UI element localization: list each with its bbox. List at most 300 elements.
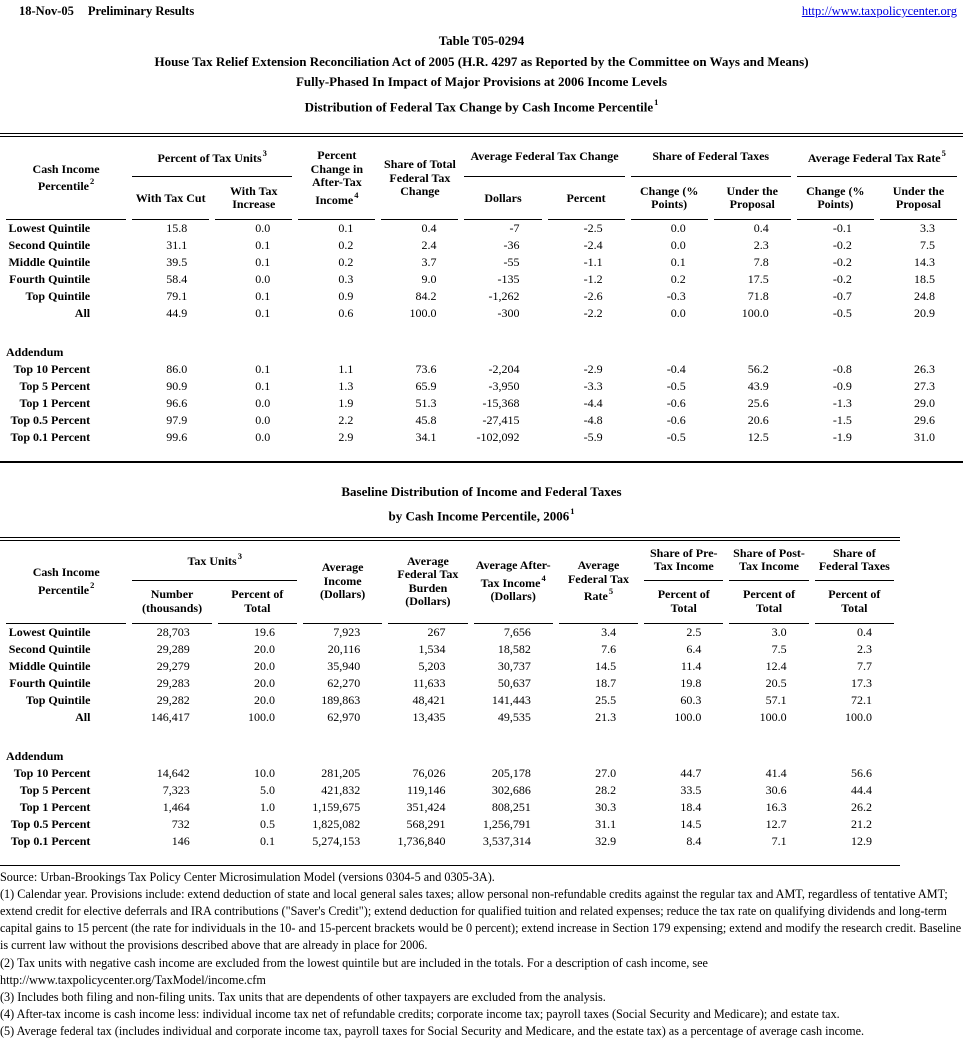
report-date: 18-Nov-05 [19, 4, 74, 18]
cell: 31.1 [166, 238, 188, 253]
cell: 57.1 [765, 692, 787, 707]
cell: 50,637 [497, 675, 531, 690]
cell: 3.4 [601, 624, 617, 639]
row-label: Fourth Quintile [9, 675, 91, 690]
spacer-row [6, 850, 894, 865]
cell: 12.9 [851, 833, 872, 848]
cell: 29,283 [156, 675, 190, 690]
cell: 7.5 [771, 641, 787, 656]
cell: 49,535 [497, 709, 531, 724]
cell: -2.2 [583, 306, 603, 321]
cell: 281,205 [321, 765, 361, 780]
col-group-share-post-tax-income: Share of Post-Tax Income [729, 541, 808, 581]
cell: 76,026 [412, 765, 446, 780]
cell: 0.0 [255, 430, 271, 445]
row-label: Top 1 Percent [19, 799, 91, 814]
cell: 29,289 [156, 641, 190, 656]
table-row [6, 816, 894, 833]
col-header-percent-of-total: Percent of Total [815, 581, 894, 624]
title-impact: Fully-Phased In Impact of Major Provisions at 2006 Income Levels [295, 74, 668, 89]
cell: 7.6 [601, 641, 617, 656]
cell: -3,950 [488, 379, 520, 394]
col-group-average-federal-tax-rate: Average Federal Tax Rate$^5$ [797, 137, 957, 177]
row-label: All [75, 709, 91, 724]
cell: 1,256,791 [482, 816, 531, 831]
col-header-percent-change-after-tax-income: Percent Change in After-Tax Income$^4$ [298, 137, 375, 220]
cell: 11.4 [680, 658, 702, 673]
cell: 0.1 [255, 379, 271, 394]
cell: 21.3 [595, 709, 617, 724]
cell: 44.9 [166, 306, 188, 321]
cell: 51.3 [415, 396, 437, 411]
cell: -15,368 [482, 396, 520, 411]
cell: 1,534 [418, 641, 446, 656]
cell: 9.0 [421, 272, 437, 287]
cell: 18.7 [595, 675, 617, 690]
cell: 14,642 [156, 765, 190, 780]
table-row [6, 624, 894, 641]
col-header-percent-of-total: Percent of Total [644, 581, 723, 624]
cell: 7.7 [857, 658, 872, 673]
cell: 14.5 [595, 658, 617, 673]
table-row [6, 429, 957, 446]
cell: 11,633 [412, 675, 446, 690]
cell: 29.6 [914, 413, 935, 428]
cell: 10.0 [253, 765, 275, 780]
cell: 20.9 [914, 306, 935, 321]
cell: 19.6 [253, 624, 275, 639]
cell: 302,686 [491, 782, 531, 797]
cell: -2.5 [583, 221, 603, 236]
cell: 20.0 [253, 658, 275, 673]
cell: 7.8 [753, 255, 769, 270]
cell: 141,443 [491, 692, 531, 707]
cell: 18,582 [497, 641, 531, 656]
footnote-2: (2) Tax units with negative cash income are excluded from the lowest quintile but are included in the totals. For a description of cash income, see http://www.taxpolicycenter.org/TaxModel/income.cfm [0, 955, 708, 987]
col-header-percent-of-total: Percent of Total [729, 581, 808, 624]
cell: 7,323 [162, 782, 190, 797]
table-number: Table T05-0294 [438, 33, 525, 48]
cell: 205,178 [491, 765, 531, 780]
cell: 29,282 [156, 692, 190, 707]
cell: 100.0 [759, 709, 787, 724]
col-header-dollars: Dollars [464, 177, 541, 220]
cell: 19.8 [680, 675, 702, 690]
cell: 62,970 [327, 709, 361, 724]
cell: -0.5 [666, 379, 686, 394]
cell: 0.2 [338, 238, 354, 253]
cell: 20.6 [747, 413, 769, 428]
cell: 97.9 [166, 413, 188, 428]
cell: -7 [509, 221, 520, 236]
cell: 146,417 [150, 709, 190, 724]
cell: 18.5 [914, 272, 935, 287]
cell: 29,279 [156, 658, 190, 673]
row-label: Top 10 Percent [13, 765, 91, 780]
cell: 0.1 [255, 362, 271, 377]
cell: 29.0 [914, 396, 935, 411]
table-row [6, 361, 957, 378]
cell: -2.9 [583, 362, 603, 377]
cell: 6.4 [686, 641, 702, 656]
cell: 0.1 [255, 238, 271, 253]
title-block [0, 31, 963, 117]
cell: -0.2 [832, 272, 852, 287]
row-label: Middle Quintile [8, 658, 91, 673]
cell: -0.2 [832, 255, 852, 270]
cell: 0.0 [255, 396, 271, 411]
cell: 34.1 [415, 430, 437, 445]
col-header-percent: Percent [548, 177, 625, 220]
table-row [6, 782, 894, 799]
cell: 12.5 [747, 430, 769, 445]
row-label: Top 0.1 Percent [10, 430, 91, 445]
cell: 0.3 [338, 272, 354, 287]
cell: 17.3 [851, 675, 872, 690]
footnote-3: (3) Includes both filing and non-filing units. Tax units that are dependents of other taxpayers are excluded from the analysis. [0, 990, 606, 1005]
col-header-change-points: Change (% Points) [631, 177, 708, 220]
cell: 96.6 [166, 396, 188, 411]
col-group-share-federal-taxes: Share of Federal Taxes [815, 541, 894, 581]
col-header-with-tax-cut: With Tax Cut [132, 177, 209, 220]
footnote-ref: 1 [654, 96, 659, 107]
cell: 2.3 [857, 641, 872, 656]
col-header-percent-of-total: Percent of Total [218, 581, 297, 624]
col-header-change-points: Change (% Points) [797, 177, 874, 220]
cell: 7,656 [503, 624, 531, 639]
cell: 30,737 [497, 658, 531, 673]
cell: 24.8 [914, 289, 935, 304]
table-row [6, 765, 894, 782]
cell: 0.1 [338, 221, 354, 236]
row-label: Top 0.5 Percent [10, 413, 91, 428]
cell: 808,251 [491, 799, 531, 814]
cell: -1,262 [488, 289, 520, 304]
footnotes [0, 869, 963, 1041]
cell: 84.2 [415, 289, 437, 304]
cell: -102,092 [476, 430, 520, 445]
table-row [6, 254, 957, 271]
table-row [6, 641, 894, 658]
taxpolicycenter-link[interactable]: http://www.taxpolicycenter.org [801, 4, 957, 18]
cell: 15.8 [166, 221, 188, 236]
table-row [6, 709, 894, 726]
cell: 71.8 [747, 289, 769, 304]
cell: 100.0 [409, 306, 437, 321]
cell: 12.7 [765, 816, 787, 831]
cell: 0.1 [255, 255, 271, 270]
col-group-tax-units: Tax Units$^3$ [132, 541, 297, 581]
cell: 100.0 [741, 306, 769, 321]
cell: -0.3 [666, 289, 686, 304]
table-row [6, 305, 957, 322]
cell: 12.4 [765, 658, 787, 673]
cell: 99.6 [166, 430, 188, 445]
cell: 44.7 [680, 765, 702, 780]
cell: 100.0 [845, 709, 872, 724]
cell: 90.9 [166, 379, 188, 394]
row-label: Top 1 Percent [19, 396, 91, 411]
col-header-under-proposal: Under the Proposal [880, 177, 957, 220]
cell: 21.2 [851, 816, 872, 831]
cell: 26.3 [914, 362, 935, 377]
addendum-label: Addendum [6, 345, 64, 360]
cell: 0.4 [753, 221, 769, 236]
cell: -55 [503, 255, 520, 270]
cell: 100.0 [674, 709, 702, 724]
cell: 5,203 [418, 658, 446, 673]
row-label: Top 5 Percent [19, 379, 91, 394]
cell: -1.9 [832, 430, 852, 445]
baseline-distribution-table [0, 537, 900, 866]
cell: 65.9 [415, 379, 437, 394]
cell: -3.3 [583, 379, 603, 394]
cell: -0.2 [832, 238, 852, 253]
cell: -4.8 [583, 413, 603, 428]
page-header [0, 0, 963, 19]
col-header-average-federal-tax-rate: Average Federal Tax Rate$^5$ [559, 541, 638, 624]
cell: 73.6 [415, 362, 437, 377]
cell: 0.5 [259, 816, 275, 831]
cell: 44.4 [851, 782, 872, 797]
cell: -36 [503, 238, 520, 253]
footnote-ref: 1 [570, 506, 575, 517]
row-label: Lowest Quintile [8, 221, 91, 236]
cell: -0.1 [832, 221, 852, 236]
cell: 1,825,082 [312, 816, 361, 831]
table-row [6, 675, 894, 692]
cell: 28,703 [156, 624, 190, 639]
cell: 189,863 [321, 692, 361, 707]
cell: 5,274,153 [312, 833, 361, 848]
cell: 35,940 [327, 658, 361, 673]
row-label: Top 5 Percent [19, 782, 91, 797]
table-row [6, 220, 957, 237]
cell: 119,146 [406, 782, 446, 797]
cell: 8.4 [686, 833, 702, 848]
row-label: Top Quintile [25, 692, 91, 707]
cell: 2.9 [338, 430, 354, 445]
cell: 0.1 [670, 255, 686, 270]
row-label: All [74, 306, 91, 321]
title-distribution: Distribution of Federal Tax Change by Cash Income Percentile$^1$ [304, 96, 659, 114]
cell: 33.5 [680, 782, 702, 797]
col-header-average-after-tax-income: Average After-Tax Income$^4$ (Dollars) [474, 541, 553, 624]
cell: 568,291 [406, 816, 446, 831]
cell: 0.0 [255, 413, 271, 428]
cell: 72.1 [851, 692, 872, 707]
cell: 2.3 [753, 238, 769, 253]
cell: 32.9 [595, 833, 617, 848]
cell: -0.8 [832, 362, 852, 377]
cell: 732 [171, 816, 190, 831]
cell: -300 [497, 306, 520, 321]
cell: 0.0 [670, 306, 686, 321]
cell: -0.5 [666, 430, 686, 445]
cell: 79.1 [166, 289, 188, 304]
cell: 60.3 [680, 692, 702, 707]
cell: -0.9 [832, 379, 852, 394]
spacer-row [6, 726, 894, 748]
table-row [6, 833, 894, 850]
tax-change-table [0, 133, 963, 463]
addendum-row [6, 344, 957, 361]
cell: 0.1 [255, 306, 271, 321]
cell: 7.1 [771, 833, 787, 848]
cell: 27.3 [914, 379, 935, 394]
cell: -5.9 [583, 430, 603, 445]
cell: 0.1 [255, 289, 271, 304]
cell: 7.5 [920, 238, 935, 253]
cell: 20.0 [253, 675, 275, 690]
footnote-5: (5) Average federal tax (includes individual and corporate income tax, payroll taxes for Social Security and Medicare, and the estate tax) as a percentage of average cash income. [0, 1024, 865, 1039]
table-row [6, 412, 957, 429]
cell: 421,832 [321, 782, 361, 797]
cell: 1,464 [162, 799, 190, 814]
cell: 13,435 [412, 709, 446, 724]
cell: 56.2 [747, 362, 769, 377]
cell: 1.1 [338, 362, 354, 377]
cell: -27,415 [482, 413, 520, 428]
cell: 25.5 [595, 692, 617, 707]
col-header-average-federal-tax-burden: Average Federal Tax Burden (Dollars) [388, 541, 467, 624]
cell: 25.6 [747, 396, 769, 411]
table-row [6, 237, 957, 254]
cell: -4.4 [583, 396, 603, 411]
row-label: Second Quintile [8, 641, 91, 656]
col-header-cash-income-percentile: Cash Income Percentile$^2$ [6, 541, 126, 624]
cell: 0.6 [338, 306, 354, 321]
table-row [6, 658, 894, 675]
cell: 7,923 [333, 624, 361, 639]
cell: 1.0 [259, 799, 275, 814]
col-group-share-of-federal-taxes: Share of Federal Taxes [631, 137, 791, 177]
row-label: Top 10 Percent [13, 362, 91, 377]
cell: 5.0 [259, 782, 275, 797]
baseline-title-line1: Baseline Distribution of Income and Federal Taxes [341, 484, 622, 500]
cell: -0.4 [666, 362, 686, 377]
cell: -0.7 [832, 289, 852, 304]
cell: 41.4 [765, 765, 787, 780]
row-label: Lowest Quintile [8, 624, 91, 639]
baseline-title-line2: by Cash Income Percentile, 2006$^1$ [388, 506, 575, 524]
table-row [6, 288, 957, 305]
cell: 26.2 [851, 799, 872, 814]
col-group-average-federal-tax-change: Average Federal Tax Change [464, 137, 624, 177]
row-label: Middle Quintile [8, 255, 91, 270]
cell: 43.9 [747, 379, 769, 394]
cell: 267 [427, 624, 446, 639]
cell: 0.0 [670, 238, 686, 253]
cell: 3.7 [421, 255, 437, 270]
cell: 31.1 [595, 816, 617, 831]
col-group-share-pre-tax-income: Share of Pre-Tax Income [644, 541, 723, 581]
row-label: Top Quintile [25, 289, 91, 304]
cell: 351,424 [406, 799, 446, 814]
cell: -1.5 [832, 413, 852, 428]
cell: -1.1 [583, 255, 603, 270]
cell: 62,270 [327, 675, 361, 690]
source-note: Source: Urban-Brookings Tax Policy Center Microsimulation Model (versions 0304-5 and 0305-3A). [0, 869, 495, 884]
cell: 28.2 [595, 782, 617, 797]
cell: 27.0 [595, 765, 617, 780]
cell: 31.0 [914, 430, 935, 445]
cell: 0.4 [421, 221, 437, 236]
cell: 1,159,675 [312, 799, 361, 814]
cell: 86.0 [166, 362, 188, 377]
cell: 30.3 [595, 799, 617, 814]
cell: 2.4 [421, 238, 437, 253]
cell: 20.0 [253, 641, 275, 656]
cell: 20,116 [327, 641, 361, 656]
table-row [6, 799, 894, 816]
spacer-row [6, 322, 957, 344]
cell: 3.0 [771, 624, 787, 639]
table-row [6, 271, 957, 288]
cell: 58.4 [166, 272, 188, 287]
col-group-percent-of-tax-units: Percent of Tax Units$^3$ [132, 137, 292, 177]
cell: 39.5 [166, 255, 188, 270]
cell: 146 [171, 833, 190, 848]
col-header-with-tax-increase: With Tax Increase [215, 177, 292, 220]
row-label: Top 0.5 Percent [10, 816, 91, 831]
cell: 14.3 [914, 255, 935, 270]
footnote-1: (1) Calendar year. Provisions include: extend deduction of state and local general sales taxes; allow personal non-refundable credits against the regular tax and AMT, regardless of tentative AMT; extend credit for elective deferrals and IRA contributions ("Saver's Credit"); extend deduction for qualified tuition and related expenses; reduce the tax rate on qualifying dividends and long-term capital gains to 15 percent (the rate for individuals in the 10- and 15-percent brackets would be 0 percent); extend increase in Section 179 expensing; extend and modify the research credit. Baseline is current law without the provisions described above that are already in place for 2006. [0, 886, 962, 953]
cell: 3.3 [920, 221, 935, 236]
cell: 0.9 [338, 289, 354, 304]
cell: -1.2 [583, 272, 603, 287]
cell: 2.2 [338, 413, 354, 428]
cell: -0.6 [666, 396, 686, 411]
cell: 0.0 [255, 221, 271, 236]
cell: -2.6 [583, 289, 603, 304]
cell: 1.9 [338, 396, 354, 411]
cell: 30.6 [765, 782, 787, 797]
table-row [6, 692, 894, 709]
cell: 16.3 [765, 799, 787, 814]
cell: 56.6 [851, 765, 872, 780]
cell: 17.5 [747, 272, 769, 287]
cell: 48,421 [412, 692, 446, 707]
footnote-4: (4) After-tax income is cash income less: individual income tax net of refundable credits; corporate income tax; payroll taxes (Social Security and Medicare); and estate tax. [0, 1007, 840, 1022]
cell: 100.0 [247, 709, 275, 724]
cell: 0.1 [259, 833, 275, 848]
cell: -2.4 [583, 238, 603, 253]
baseline-table-title [0, 481, 963, 526]
cell: 0.0 [255, 272, 271, 287]
col-header-cash-income-percentile: Cash Income Percentile$^2$ [6, 137, 126, 220]
row-label: Fourth Quintile [9, 272, 91, 287]
cell: -0.5 [832, 306, 852, 321]
cell: 2.5 [686, 624, 702, 639]
cell: 20.5 [765, 675, 787, 690]
addendum-row [6, 748, 894, 765]
cell: 3,537,314 [482, 833, 531, 848]
cell: -0.6 [666, 413, 686, 428]
col-header-under-proposal: Under the Proposal [714, 177, 791, 220]
report-status: Preliminary Results [87, 4, 195, 18]
row-label: Top 0.1 Percent [10, 833, 91, 848]
cell: 1,736,840 [397, 833, 446, 848]
cell: -1.3 [832, 396, 852, 411]
row-label: Second Quintile [8, 238, 91, 253]
cell: 18.4 [680, 799, 702, 814]
cell: 20.0 [253, 692, 275, 707]
title-act: House Tax Relief Extension Reconciliation Act of 2005 (H.R. 4297 as Reported by the Committee on Ways and Means) [154, 53, 809, 69]
cell: 0.2 [670, 272, 686, 287]
cell: -135 [497, 272, 520, 287]
spacer-row [6, 446, 957, 461]
